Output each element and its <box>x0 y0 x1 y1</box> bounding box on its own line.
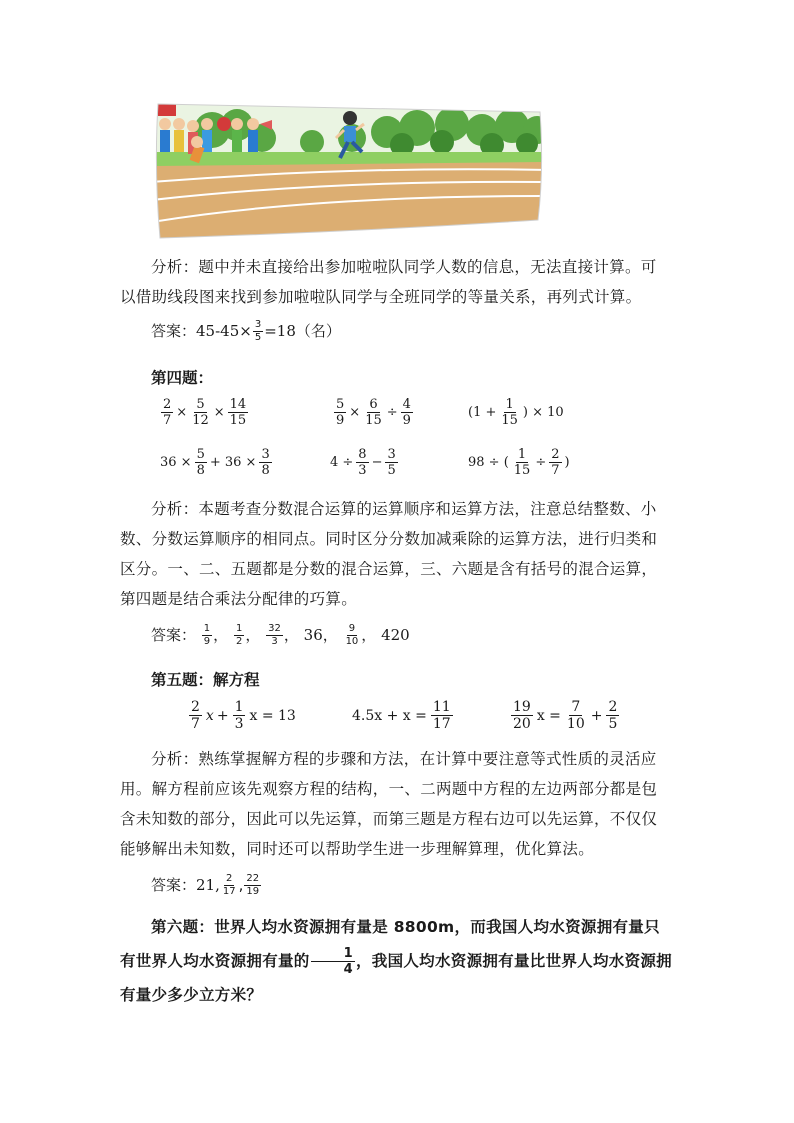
q5-analysis: 分析：熟练掌握解方程的步骤和方法，在计算中要注意等式性质的灵活应用。解方程前应该先观察方程的结构，一、二两题中方程的左边两部分都是包含未知数的部分，因此可以先运算，而第三题是方程右边可以先运算，不仅仅能够解出未知数，同时还可以帮助学生进一步理解算理，优化算法。 <box>120 750 658 858</box>
q5-equation-2: 4.5x + x = $\frac{11}{17}$ <box>352 699 451 732</box>
q5-equation-3: $\frac{19}{20}$ x = $\frac{7}{10}$ + $\frac{2}{5}$ <box>513 699 618 732</box>
q4-expression-5: 4 ÷ $\frac{8}{3}$ − $\frac{3}{5}$ <box>330 447 396 478</box>
q4-heading: 第四题： <box>151 369 214 387</box>
q3-analysis: 分析：题中并未直接给出参加啦啦队同学人数的信息，无法直接计算。可以借助线段图来找到参加啦啦队同学与全班同学的等量关系，再列式计算。 <box>120 258 657 306</box>
answer-label: 答案： <box>151 322 197 340</box>
running-track-illustration <box>152 100 546 240</box>
q5-equation-1: $\frac{2}{7}$ x + $\frac{1}{3}$ x = 13 <box>191 699 296 732</box>
q4-expression-4: 36 × $\frac{5}{8}$ + 36 × $\frac{3}{8}$ <box>160 447 270 478</box>
q4-answer: 答案： $\frac{1}{9}$ ， $\frac{1}{2}$ ， $\frac{32}{3}$ ， 36， $\frac{9}{10}$ ， 420 <box>151 623 410 647</box>
answer-result: =18（名） <box>264 322 341 340</box>
q4-expression-3: (1 + $\frac{1}{15}$ ) × 10 <box>468 397 564 428</box>
q4-analysis: 分析：本题考查分数混合运算的运算顺序和运算方法，注意总结整数、小数、分数运算顺序的相同点。同时区分分数加减乘除的运算方法，进行归类和区分。一、二、五题都是分数的混合运算，三、六题是含有括号的混合运算，第四题是结合乘法分配律的巧算。 <box>120 500 658 608</box>
q5-heading: 第五题：解方程 <box>151 671 260 689</box>
answer-expression: 45-45× <box>196 322 252 340</box>
q4-expression-6: 98 ÷ ( $\frac{1}{15}$ ÷ $\frac{2}{7}$ ) <box>468 447 570 478</box>
q4-expression-2: $\frac{5}{9}$ × $\frac{6}{15}$ ÷ $\frac{4}{9}$ <box>336 397 411 428</box>
q4-expression-1: $\frac{2}{7}$ × $\frac{5}{12}$ × $\frac{14}{15}$ <box>163 397 247 428</box>
answer-fraction: $\frac{3}{5}$ <box>254 319 262 343</box>
q6-question: 第六题：世界人均水资源拥有量是 8800m，而我国人均水资源拥有量只有世界人均水资源拥有量的 $\frac{1}{4}$ ，我国人均水资源拥有量比世界人均水资源拥有量少多少立方米？ <box>120 918 672 1004</box>
q3-answer <box>151 320 341 343</box>
q5-answer: 答案：21, $\frac{2}{17}$ , $\frac{22}{19}$ <box>151 873 260 897</box>
